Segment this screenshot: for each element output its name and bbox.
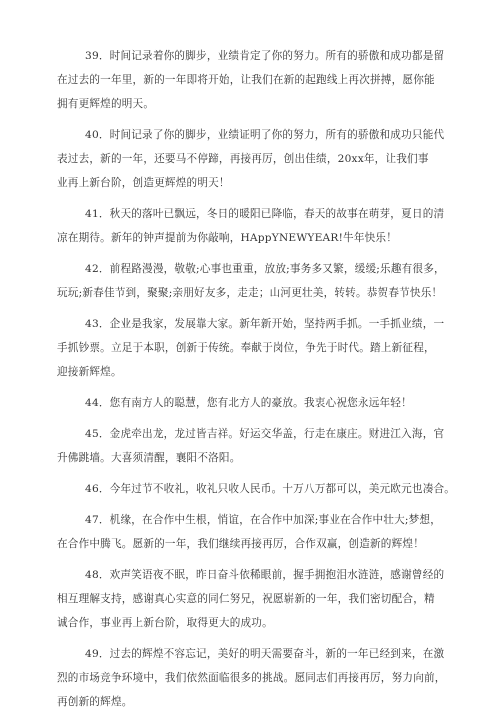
paragraph-39 — [57, 44, 445, 116]
text-line: 凉在期待。新年的钟声提前为你敲响，HAppYNEWYEAR!牛年快乐！ — [57, 232, 398, 244]
paragraph-49 — [57, 642, 445, 714]
paragraph-47 — [57, 508, 445, 556]
paragraph-48 — [57, 563, 445, 635]
text-line: 49．过去的辉煌不容忘记，美好的明天需要奋斗，新的一年已经到来，在激 — [85, 648, 445, 660]
paragraph-41 — [57, 202, 445, 250]
text-line: 表过去，新的一年，还要马不停蹄，再接再厉，创出佳绩，20xx年，让我们事 — [57, 153, 429, 165]
text-line: 再创新的辉煌。 — [57, 696, 133, 708]
text-line: 迎接新辉煌。 — [57, 366, 122, 378]
text-line: 升佛跳墙。大喜须清醒，襄阳不洛阳。 — [57, 452, 241, 464]
text-line: 烈的市场竞争环境中，我们依然面临很多的挑战。愿同志们再接再厉，努力向前， — [57, 672, 446, 684]
paragraph-45 — [57, 422, 445, 470]
text-line: 45．金虎牵出龙，龙过皆吉祥。好运交华盖，行走在康庄。财进江入海，官 — [85, 428, 445, 440]
paragraph-46 — [57, 477, 456, 501]
text-line: 48．欢声笑语夜不眠，昨日奋斗依稀眼前，握手拥抱泪水涟涟，感谢曾经的 — [85, 569, 445, 581]
text-line: 业再上新台阶，创造更辉煌的明天！ — [57, 177, 230, 189]
document-body — [57, 44, 456, 721]
text-line: 42．前程路漫漫，敬敬;心事也重重，放放;事务多又繁，缓缓;乐趣有很多， — [85, 263, 445, 275]
text-line: 44．您有南方人的聪慧，您有北方人的豪放。我衷心祝您永远年轻！ — [85, 397, 412, 409]
paragraph-43 — [57, 312, 445, 384]
text-line: 在合作中腾飞。愿新的一年，我们继续再接再厉，合作双赢，创造新的辉煌！ — [57, 538, 424, 550]
text-line: 手抓钞票。立足于本职，创新于传统。奉献于岗位，争先于时代。踏上新征程， — [57, 342, 435, 354]
text-line: 在过去的一年里，新的一年即将开始，让我们在新的起跑线上再次拼搏，愿你能 — [57, 74, 435, 86]
paragraph-42 — [57, 257, 445, 305]
text-line: 39．时间记录着你的脚步，业绩肯定了你的努力。所有的骄傲和成功都是留 — [85, 50, 445, 62]
text-line: 相互理解支持，感谢真心实意的同仁努兄，祝愿崭新的一年，我们密切配合，精 — [57, 593, 435, 605]
text-line: 玩玩;新春佳节到，聚聚;亲朋好友多，走走；山河更壮美，转转。恭贺春节快乐！ — [57, 287, 443, 299]
paragraph-40 — [57, 123, 445, 195]
text-line: 43．企业是我家，发展靠大家。新年新开始，坚持两手抓。一手抓业绩，一 — [85, 318, 445, 330]
text-line: 诚合作，事业再上新台阶，取得更大的成功。 — [57, 617, 273, 629]
text-line: 40．时间记录了你的脚步，业绩证明了你的努力，所有的骄傲和成功只能代 — [85, 129, 445, 141]
text-line: 47．机缘，在合作中生根，悄谊，在合作中加深;事业在合作中壮大;梦想， — [85, 514, 442, 526]
text-line: 46．今年过节不收礼，收礼只收人民币。十万八万都可以，美元欧元也凑合。 — [85, 483, 456, 495]
paragraph-44 — [57, 391, 445, 415]
text-line: 41．秋天的落叶已飘远，冬日的暖阳已降临，春天的故事在萌芽，夏日的清 — [85, 208, 445, 220]
text-line: 拥有更辉煌的明天。 — [57, 98, 155, 110]
